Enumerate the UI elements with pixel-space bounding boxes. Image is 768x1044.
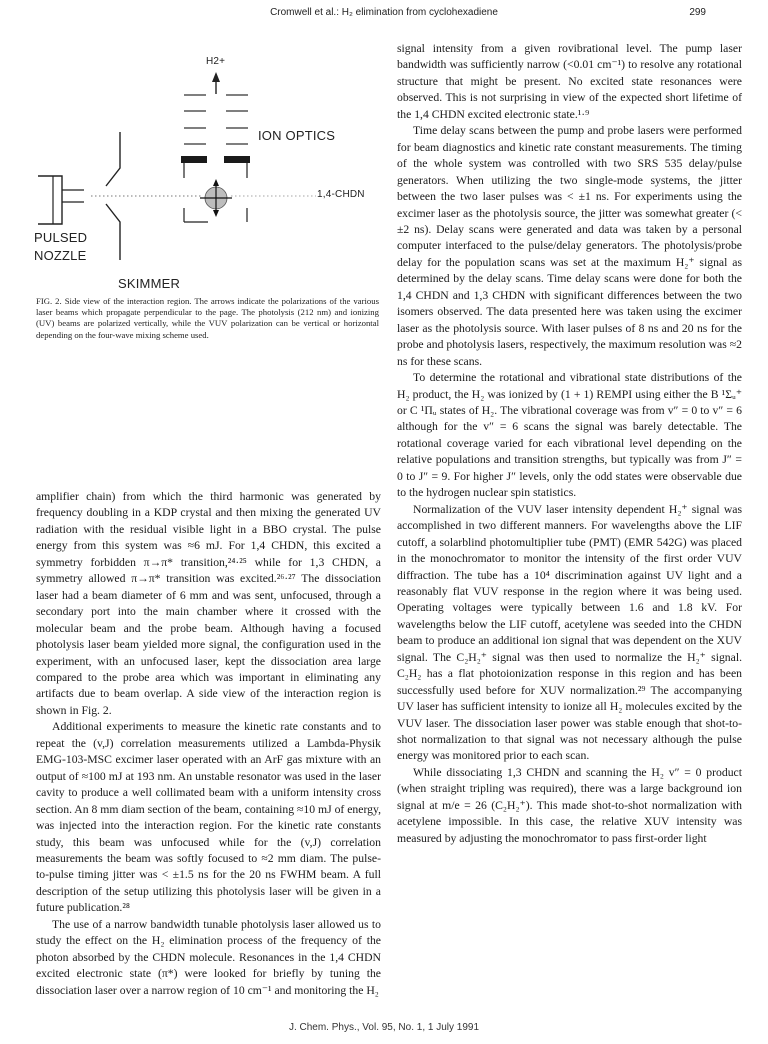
chdn-label: 1,4-CHDN xyxy=(317,189,365,200)
skimmer-lower xyxy=(106,204,120,260)
journal-footer: J. Chem. Phys., Vol. 95, No. 1, 1 July 1991 xyxy=(288,1022,480,1033)
paragraph: signal intensity from a given rovibrational level. The pump laser bandwidth was sufficiently narrow (<0.01 cm⁻¹) to resolve any rotational structure that might be present. No excited state resonances were observed. This is not surprising in view of the expected short lifetime of the 1,4 CHDN excited electronic state.¹·⁹ xyxy=(397,42,742,121)
skimmer-upper xyxy=(106,132,120,186)
pulsed-nozzle-body xyxy=(38,176,62,224)
figure-caption: FIG. 2. Side view of the interaction region. The arrows indicate the polarizations of the various laser beams which propagate perpendicular to the page. The photolysis (212 nm) and ionizing (UV) beams are polarized vertically, while the VUV polarization can be vertical or horizontal depending on the four-wave mixing scheme used. xyxy=(36,296,379,340)
figure-2-diagram xyxy=(36,58,386,298)
interaction-region-diagram xyxy=(36,58,386,298)
paragraph: The use of a narrow bandwidth tunable photolysis laser allowed us to study the effect on the H₂ elimination process of the frequency of the photon absorbed by the CHDN molecule. Resonances in the 1,4 CHDN excited electronic state (π*) were looked for briefly by tuning the dissociation laser over a narrow region of 10 cm⁻¹ and monitoring the H₂ xyxy=(36,917,381,997)
ion-arrow-head xyxy=(212,72,220,82)
paragraph: Additional experiments to measure the kinetic rate constants and to repeat the (v,J) correlation measurements utilized a Lambda-Physik EMG-103-MSC excimer laser operated with an ArF gas mixture with an output of ≈100 mJ at 193 nm. An unstable resonator was used in the laser cavity to produce a well collimated beam with a uniform intensity cross section. An 8 mm diam section of the beam, containing ≈10 mJ of energy, was injected into the interaction region. For the kinetic rate constants study, this beam was unfocused while for the (v,J) correlation measurements the beam was softly focused to ≈2 mm diam. The pulse-to-pulse timing jitter was < ±1.5 ns for the 20 ns FWHM beam. A full description of the setup utilizing this photolysis laser will be given in a future publication.²⁸ xyxy=(36,720,381,915)
paragraph: Normalization of the VUV laser intensity dependent H₂⁺ signal was accomplished in two different manners. For wavelengths above the LIF cutoff, a solarblind photomultiplier tube (PMT) (EMR 542G) was placed in the monochromator to monitor the intensity of the first order VUV diffraction. The tube has a 10⁴ discrimination against UV light and a reasonably flat VUV response in the region where it was being used. Operating voltages were typically between 1.6 and 1.8 kV. For wavelengths below the LIF cutoff, acetylene was seeded into the CHDN beam to produce an additional ion signal that was dependent on the XUV signal. The C₂H₂⁺ signal was then used to normalize the H₂⁺ signal. C₂H₂ has a flat photoionization response in this region and has been successfully used before for XUV normalization.²⁹ The accompanying UV laser has sufficient intensity to ionize all H₂ molecules excited by the VUV laser. The dissociation laser power was stable enough that shot-to-shot normalization to that signal was not necessary although the pulse energy was monitored prior to each scan. xyxy=(397,502,742,763)
paragraph: To determine the rotational and vibrational state distributions of the H₂ product, the H₂ was ionized by (1 + 1) REMPI using either the B ¹Σᵤ⁺ or C ¹Πᵤ states of H₂. The vibrational coverage was from v″ = 0 to v″ = 6 although for the v″ = 6 scans the signal was barely detectable. The rotational coverage varied for each vibrational level depending on the relative populations and transition strengths, but typically was from J″ = 0 to J″ = 9. For higher J″ levels, only the odd states were observable due to the hydrogen nuclear spin statistics. xyxy=(397,371,742,500)
repeller-plate-left xyxy=(181,156,207,163)
h2plus-label: H2+ xyxy=(206,56,226,67)
nozzle-label: NOZZLE xyxy=(34,248,87,263)
left-column xyxy=(36,489,381,999)
paragraph: While dissociating 1,3 CHDN and scanning the H₂ v″ = 0 product (when straight tripling was required), there was a large background ion signal at m/e = 26 (C₂H₂⁺). This made shot-to-shot normalization with acetylene impossible. In this case, the relative XUV intensity was measured by adjusting the monochromator to pass first-order light xyxy=(397,765,742,845)
ion-optics-label: ION OPTICS xyxy=(258,128,336,143)
pulsed-label: PULSED xyxy=(34,230,88,245)
repeller-plate-right xyxy=(224,156,250,163)
skimmer-label: SKIMMER xyxy=(118,276,181,291)
paragraph: Time delay scans between the pump and probe lasers were performed for beam diagnostics and kinetic rate constant measurements. The timing of the whole system was controlled with two SRS 535 delay/pulse generators. When utilizing the two single-mode systems, the jitter between the two laser pulses was < ±1 ns. For experiments using the excimer laser as the photolysis source, the jitter was somewhat greater (< ±2 ns). Delay scans were generated and data was taken by a personal computer interfaced to the pulse/delay generators. The photolysis/probe delay for the population scans was set at the maximum H₂⁺ signal as determined by the delay scans. Time delay scans were done for both the 1,4 CHDN and 1,3 CHDN with significant differences between the two isomers observed. The data presented here was taken using the excimer laser as the photolysis source. With laser pulses of 8 ns and 20 ns for the probe and photolysis lasers, respectively, the maximum resolution was ≈2 ns for these scans. xyxy=(397,124,742,368)
running-title: Cromwell et al.: H₂ elimination from cyclohexadiene xyxy=(270,7,498,18)
ion-optics-plates xyxy=(184,95,248,144)
page-number: 299 xyxy=(689,7,706,18)
right-column xyxy=(397,41,742,847)
paragraph: amplifier chain) from which the third harmonic was generated by frequency doubling in a KDP crystal and then mixing the generated UV radiation with the residual visible light in a BBO crystal. The pulse energy from this system was ≈6 mJ. For 1,4 CHDN, this excited a symmetry forbidden π→π* transition,²⁴·²⁵ while for 1,3 CHDN, a symmetry allowed π→π* transition was excited.²⁶·²⁷ The dissociation laser had a beam diameter of 6 mm and was sent, unfocused, through a secondary port into the main chamber where it crossed with the molecular beam and the probe beam. Although having a focused photolysis laser beam yielded more signal, the configuration used in the experiment, with an unfocused laser, kept the dissociation area large compared to the probe area which was important in eliminating any artifacts due to beam overlap. A side view of the interaction region is shown in Fig. 2. xyxy=(36,490,381,717)
